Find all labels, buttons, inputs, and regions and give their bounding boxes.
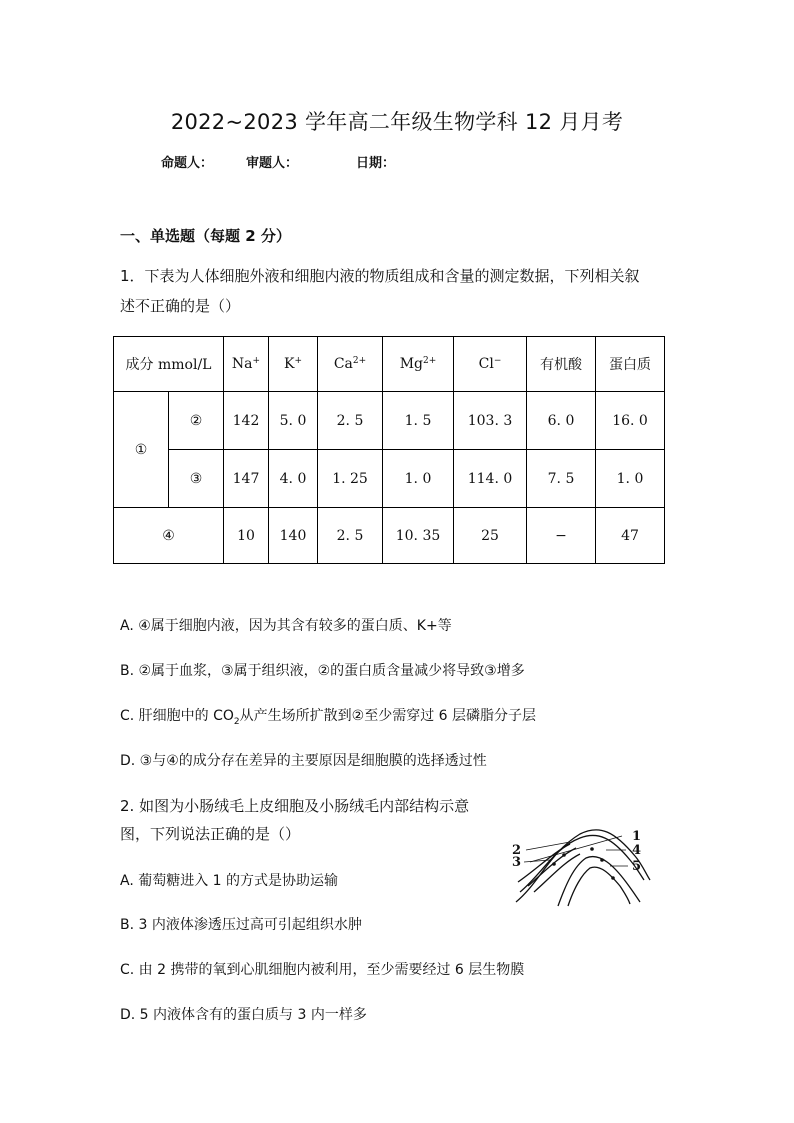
blood-cell-dot (562, 853, 566, 857)
table-cell: 7. 5 (527, 450, 596, 508)
q2-option-c[interactable]: C. 由 2 携带的氧到心肌细胞内被利用，至少需要经过 6 层生物膜 (120, 962, 525, 978)
row-label-cell: ④ (114, 508, 224, 564)
question-1-stem-line2: 述不正确的是（） (120, 297, 241, 315)
table-row (114, 392, 665, 450)
blood-cell-dot (611, 876, 615, 880)
table-cell: 10 (224, 508, 269, 564)
q1-option-b[interactable]: B. ②属于血浆，③属于组织液，②的蛋白质含量减少将导致③增多 (120, 663, 525, 679)
col-header-organic-acid: 有机酸 (527, 337, 596, 392)
diagram-label-2: 2 (512, 843, 522, 858)
table-cell: 47 (596, 508, 665, 564)
table-cell: 25 (454, 508, 527, 564)
table-cell: 103. 3 (454, 392, 527, 450)
question-1-stem (120, 261, 640, 321)
table-cell: 1. 25 (318, 450, 383, 508)
table-cell: 140 (269, 508, 318, 564)
villus-left-layer (518, 844, 570, 882)
reviewer-label: 审题人： (246, 156, 299, 171)
q2-option-b[interactable]: B. 3 内液体渗透压过高可引起组织水肿 (120, 917, 362, 933)
table-header-label: 成分 mmol/L (114, 337, 224, 392)
table-cell: 10. 35 (383, 508, 454, 564)
table-cell: 1. 0 (383, 450, 454, 508)
diagram-label-3: 3 (512, 855, 522, 870)
table-cell: 6. 0 (527, 392, 596, 450)
blood-cell-dot (590, 847, 594, 851)
table-cell: 114. 0 (454, 450, 527, 508)
row-label-cell: ③ (169, 450, 224, 508)
question-1-stem-line1: 1．下表为人体细胞外液和细胞内液的物质组成和含量的测定数据，下列相关叙 (120, 267, 640, 285)
group-label-cell: ① (114, 392, 169, 508)
col-header-k: K+ (269, 337, 318, 392)
row-label-cell: ② (169, 392, 224, 450)
blood-cell-dot (600, 858, 604, 862)
col-header-ca: $Ca^{2+}$ (318, 337, 383, 392)
table-cell: 5. 0 (269, 392, 318, 450)
col-header-protein: 蛋白质 (596, 337, 665, 392)
table-cell: 4. 0 (269, 450, 318, 508)
table-cell: 2. 5 (318, 508, 383, 564)
diagram-label-1: 1 (632, 829, 642, 844)
table-cell: 147 (224, 450, 269, 508)
question-2-stem (120, 792, 469, 848)
table-row (114, 508, 665, 564)
q2-option-d[interactable]: D. 5 内液体含有的蛋白质与 3 内一样多 (120, 1007, 367, 1023)
intestinal-villus-diagram (510, 822, 660, 908)
diagram-label-4: 4 (632, 843, 642, 858)
q2-option-a[interactable]: A. 葡萄糖进入 1 的方式是协助运输 (120, 873, 339, 889)
table-row (114, 450, 665, 508)
section-heading: 一、单选题（每题 2 分） (120, 227, 291, 245)
question-2-stem-line1: 2. 如图为小肠绒毛上皮细胞及小肠绒毛内部结构示意 (120, 797, 470, 815)
table-cell: − (527, 508, 596, 564)
diagram-label-5: 5 (632, 859, 642, 874)
q1-option-c[interactable]: C. 肝细胞中的 $CO_2$从产生场所扩散到②至少需穿过 6 层磷脂分子层 (120, 708, 537, 727)
villus-inner-membrane (520, 835, 644, 892)
table-cell: 1. 5 (383, 392, 454, 450)
table-header-row (114, 337, 665, 392)
date-label: 日期： (356, 156, 396, 171)
col-header-na: Na+ (224, 337, 269, 392)
blood-cell-dot (552, 862, 556, 866)
composition-table (113, 336, 665, 564)
q1-option-a[interactable]: A. ④属于细胞内液，因为其含有较多的蛋白质、K+等 (120, 618, 452, 634)
author-label: 命题人： (161, 156, 214, 171)
table-cell: 142 (224, 392, 269, 450)
page-title: 2022~2023 学年高二年级生物学科 12 月月考 (170, 110, 624, 134)
col-header-mg: $Mg^{2+}$ (383, 337, 454, 392)
col-header-cl: Cl− (454, 337, 527, 392)
table-cell: 1. 0 (596, 450, 665, 508)
table-cell: 16. 0 (596, 392, 665, 450)
q1-option-d[interactable]: D. ③与④的成分存在差异的主要原因是细胞膜的选择透过性 (120, 753, 487, 769)
villus-outer-membrane (516, 830, 650, 902)
table-cell: 2. 5 (318, 392, 383, 450)
question-2-stem-line2: 图，下列说法正确的是（） (120, 825, 301, 843)
lacteal-inner (568, 867, 630, 906)
